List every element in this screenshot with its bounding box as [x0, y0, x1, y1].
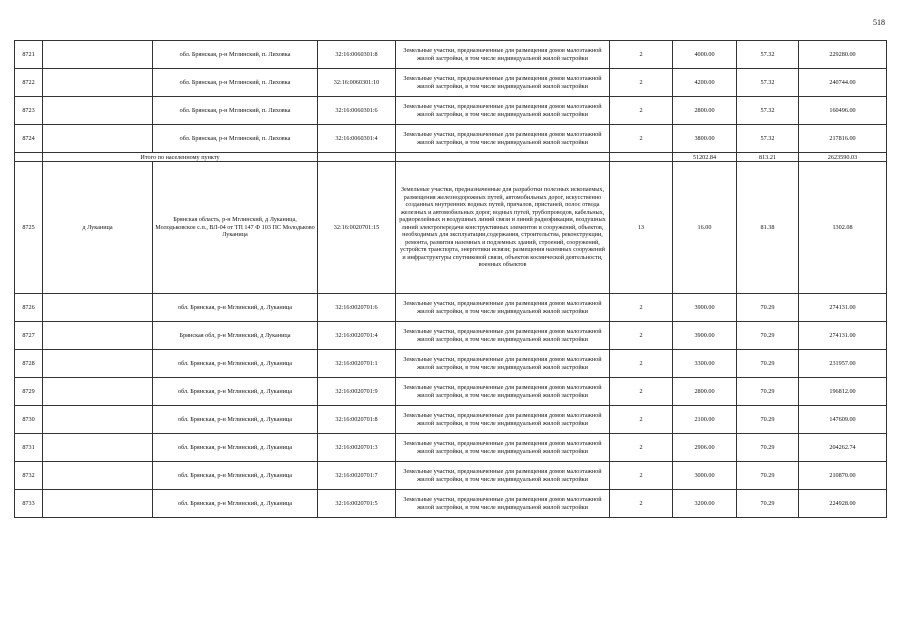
table-body-special: [15, 162, 887, 294]
rate-cell: 70.29: [737, 406, 799, 434]
area-cell: 3900.00: [673, 322, 737, 350]
land-use-description: Земельные участки, предназначенные для размещения домов малоэтажной жилой застройки, в том числе индивидуальной жилой застройки: [396, 490, 610, 518]
table-row: [15, 69, 887, 97]
address-cell: обл. Брянская, р-н Мглинский, п. Лиховка: [153, 41, 318, 69]
address-cell: Брянская область, р-н Мглинский, д Луканица, Молодьковское с.п., ВЛ-04 от ТП 147 Ф 103 ПС Молодьково Луканица: [153, 162, 318, 294]
settlement-name: [43, 69, 153, 97]
area-cell: 3000.00: [673, 462, 737, 490]
group-number: 2: [610, 97, 673, 125]
area-cell: 16.00: [673, 162, 737, 294]
land-use-description: Земельные участки, предназначенные для размещения домов малоэтажной жилой застройки, в том числе индивидуальной жилой застройки: [396, 406, 610, 434]
group-number: 2: [610, 462, 673, 490]
rate-cell: 70.29: [737, 434, 799, 462]
cadastral-number: 32:16:0060301:10: [318, 69, 396, 97]
group-number: 13: [610, 162, 673, 294]
group-number: 2: [610, 125, 673, 153]
table-row: [15, 378, 887, 406]
group-number: 2: [610, 378, 673, 406]
table-row: [15, 434, 887, 462]
row-number: 8721: [15, 41, 43, 69]
settlement-name: [43, 350, 153, 378]
value-cell: 1302.08: [799, 162, 887, 294]
address-cell: Брянская обл, р-н Мглинский, д Луканица: [153, 322, 318, 350]
table-row: [15, 294, 887, 322]
total-label: Итого по населенному пункту: [43, 153, 318, 162]
rate-cell: 81.38: [737, 162, 799, 294]
row-number: 8733: [15, 490, 43, 518]
cadastral-number: 32:16:0020701:15: [318, 162, 396, 294]
cadastral-number: 32:16:0020701:1: [318, 350, 396, 378]
row-number: 8722: [15, 69, 43, 97]
settlement-name: [43, 378, 153, 406]
settlement-name: [43, 406, 153, 434]
rate-cell: 57.32: [737, 97, 799, 125]
land-use-description: Земельные участки, предназначенные для размещения домов малоэтажной жилой застройки, в том числе индивидуальной жилой застройки: [396, 41, 610, 69]
value-cell: 160496.00: [799, 97, 887, 125]
cadastral-value-table: [14, 40, 887, 518]
row-number: 8726: [15, 294, 43, 322]
value-cell: 204262.74: [799, 434, 887, 462]
row-number: 8729: [15, 378, 43, 406]
group-number: 2: [610, 41, 673, 69]
group-number: 2: [610, 294, 673, 322]
row-number: 8724: [15, 125, 43, 153]
rate-cell: 57.32: [737, 69, 799, 97]
settlement-name: [43, 490, 153, 518]
table-row: [15, 41, 887, 69]
group-number: 2: [610, 69, 673, 97]
table-body-after: [15, 294, 887, 518]
land-use-description: Земельные участки, предназначенные для размещения домов малоэтажной жилой застройки, в том числе индивидуальной жилой застройки: [396, 350, 610, 378]
settlement-name: [43, 462, 153, 490]
area-cell: 3800.00: [673, 125, 737, 153]
row-number: 8725: [15, 162, 43, 294]
land-use-description: Земельные участки, предназначенные для размещения домов малоэтажной жилой застройки, в том числе индивидуальной жилой застройки: [396, 434, 610, 462]
cadastral-number: 32:16:0020701:6: [318, 294, 396, 322]
address-cell: обл. Брянская, р-н Мглинский, д. Луканица: [153, 378, 318, 406]
area-cell: 4200.00: [673, 69, 737, 97]
settlement-name: [43, 434, 153, 462]
value-cell: 274131.00: [799, 294, 887, 322]
total-rate: 813.21: [737, 153, 799, 162]
group-number: 2: [610, 490, 673, 518]
rate-cell: 70.29: [737, 378, 799, 406]
value-cell: 210870.00: [799, 462, 887, 490]
land-use-description: Земельные участки, предназначенные для размещения домов малоэтажной жилой застройки, в том числе индивидуальной жилой застройки: [396, 69, 610, 97]
cadastral-number: 32:16:0060301:8: [318, 41, 396, 69]
land-use-description: Земельные участки, предназначенные для разработки полезных ископаемых, размещения железнодорожных путей, автомобильных дорог, искусственно созданных внутренних водных путей, причалов, пристаней, полос отвода железных и автомобильных дорог, водных путей, трубопроводов, кабельных, радиорелейных и воздушных линий связи и линий радиофикации, воздушных линий электропередачи конструктивных элементов и сооружений, объектов, необходимых для эксплуатации,содержания, строительства, реконструкции, ремонта, развития наземных и подземных зданий, строений, сооружений, устройств транспорта, энергетики исвязи; размещения наземных сооружений и инфраструктуры спутниковой связи, объектов космической деятельности, военных объектов: [396, 162, 610, 294]
settlement-name: [43, 322, 153, 350]
address-cell: обл. Брянская, р-н Мглинский, д. Луканица: [153, 406, 318, 434]
land-use-description: Земельные участки, предназначенные для размещения домов малоэтажной жилой застройки, в том числе индивидуальной жилой застройки: [396, 294, 610, 322]
total-cadastral-cell: [318, 153, 396, 162]
settlement-name: [43, 97, 153, 125]
value-cell: 274131.00: [799, 322, 887, 350]
row-number: 8730: [15, 406, 43, 434]
total-desc-cell: [396, 153, 610, 162]
address-cell: обл. Брянская, р-н Мглинский, д. Луканица: [153, 490, 318, 518]
area-cell: 3300.00: [673, 350, 737, 378]
total-row: [15, 153, 887, 162]
total-value: 2623590.03: [799, 153, 887, 162]
address-cell: обл. Брянская, р-н Мглинский, п. Лиховка: [153, 97, 318, 125]
table-row: [15, 322, 887, 350]
land-use-description: Земельные участки, предназначенные для размещения домов малоэтажной жилой застройки, в том числе индивидуальной жилой застройки: [396, 378, 610, 406]
cadastral-number: 32:16:0020701:7: [318, 462, 396, 490]
value-cell: 147609.00: [799, 406, 887, 434]
value-cell: 229280.00: [799, 41, 887, 69]
area-cell: 2906.00: [673, 434, 737, 462]
area-cell: 4000.00: [673, 41, 737, 69]
cadastral-number: 32:16:0060301:4: [318, 125, 396, 153]
land-use-description: Земельные участки, предназначенные для размещения домов малоэтажной жилой застройки, в том числе индивидуальной жилой застройки: [396, 125, 610, 153]
group-number: 2: [610, 406, 673, 434]
settlement-name: д Луканица: [43, 162, 153, 294]
cadastral-number: 32:16:0020701:3: [318, 434, 396, 462]
table-row: [15, 462, 887, 490]
page-number: 518: [873, 18, 885, 27]
table-body-before: [15, 41, 887, 153]
row-number: 8728: [15, 350, 43, 378]
rate-cell: 70.29: [737, 462, 799, 490]
settlement-name: [43, 41, 153, 69]
table-row: [15, 125, 887, 153]
total-group-cell: [610, 153, 673, 162]
address-cell: обл. Брянская, р-н Мглинский, д. Луканица: [153, 350, 318, 378]
value-cell: 240744.00: [799, 69, 887, 97]
table-row: [15, 490, 887, 518]
settlement-name: [43, 125, 153, 153]
table-body-total: [15, 153, 887, 162]
rate-cell: 70.29: [737, 322, 799, 350]
land-use-description: Земельные участки, предназначенные для размещения домов малоэтажной жилой застройки, в том числе индивидуальной жилой застройки: [396, 97, 610, 125]
table-row: [15, 406, 887, 434]
cadastral-number: 32:16:0020701:5: [318, 490, 396, 518]
value-cell: 224928.00: [799, 490, 887, 518]
group-number: 2: [610, 350, 673, 378]
table-row: [15, 350, 887, 378]
address-cell: обл. Брянская, р-н Мглинский, д. Луканица: [153, 434, 318, 462]
rate-cell: 57.32: [737, 125, 799, 153]
value-cell: 196812.00: [799, 378, 887, 406]
address-cell: обл. Брянская, р-н Мглинский, д. Луканица: [153, 462, 318, 490]
value-cell: 217816.00: [799, 125, 887, 153]
address-cell: обл. Брянская, р-н Мглинский, п. Лиховка: [153, 125, 318, 153]
group-number: 2: [610, 322, 673, 350]
address-cell: обл. Брянская, р-н Мглинский, п. Лиховка: [153, 69, 318, 97]
area-cell: 2800.00: [673, 97, 737, 125]
address-cell: обл. Брянская, р-н Мглинский, д. Луканица: [153, 294, 318, 322]
row-number: 8732: [15, 462, 43, 490]
total-num-cell: [15, 153, 43, 162]
rate-cell: 70.29: [737, 490, 799, 518]
total-area: 51202.84: [673, 153, 737, 162]
rate-cell: 70.29: [737, 350, 799, 378]
rate-cell: 70.29: [737, 294, 799, 322]
cadastral-number: 32:16:0020701:9: [318, 378, 396, 406]
table-row: [15, 97, 887, 125]
row-number: 8723: [15, 97, 43, 125]
area-cell: 2800.00: [673, 378, 737, 406]
rate-cell: 57.32: [737, 41, 799, 69]
cadastral-number: 32:16:0060301:6: [318, 97, 396, 125]
settlement-name: [43, 294, 153, 322]
area-cell: 2100.00: [673, 406, 737, 434]
area-cell: 3900.00: [673, 294, 737, 322]
row-number: 8731: [15, 434, 43, 462]
land-use-description: Земельные участки, предназначенные для размещения домов малоэтажной жилой застройки, в том числе индивидуальной жилой застройки: [396, 322, 610, 350]
row-number: 8727: [15, 322, 43, 350]
value-cell: 231957.00: [799, 350, 887, 378]
area-cell: 3200.00: [673, 490, 737, 518]
cadastral-number: 32:16:0020701:8: [318, 406, 396, 434]
cadastral-number: 32:16:0020701:4: [318, 322, 396, 350]
table-row: [15, 162, 887, 294]
land-use-description: Земельные участки, предназначенные для размещения домов малоэтажной жилой застройки, в том числе индивидуальной жилой застройки: [396, 462, 610, 490]
group-number: 2: [610, 434, 673, 462]
